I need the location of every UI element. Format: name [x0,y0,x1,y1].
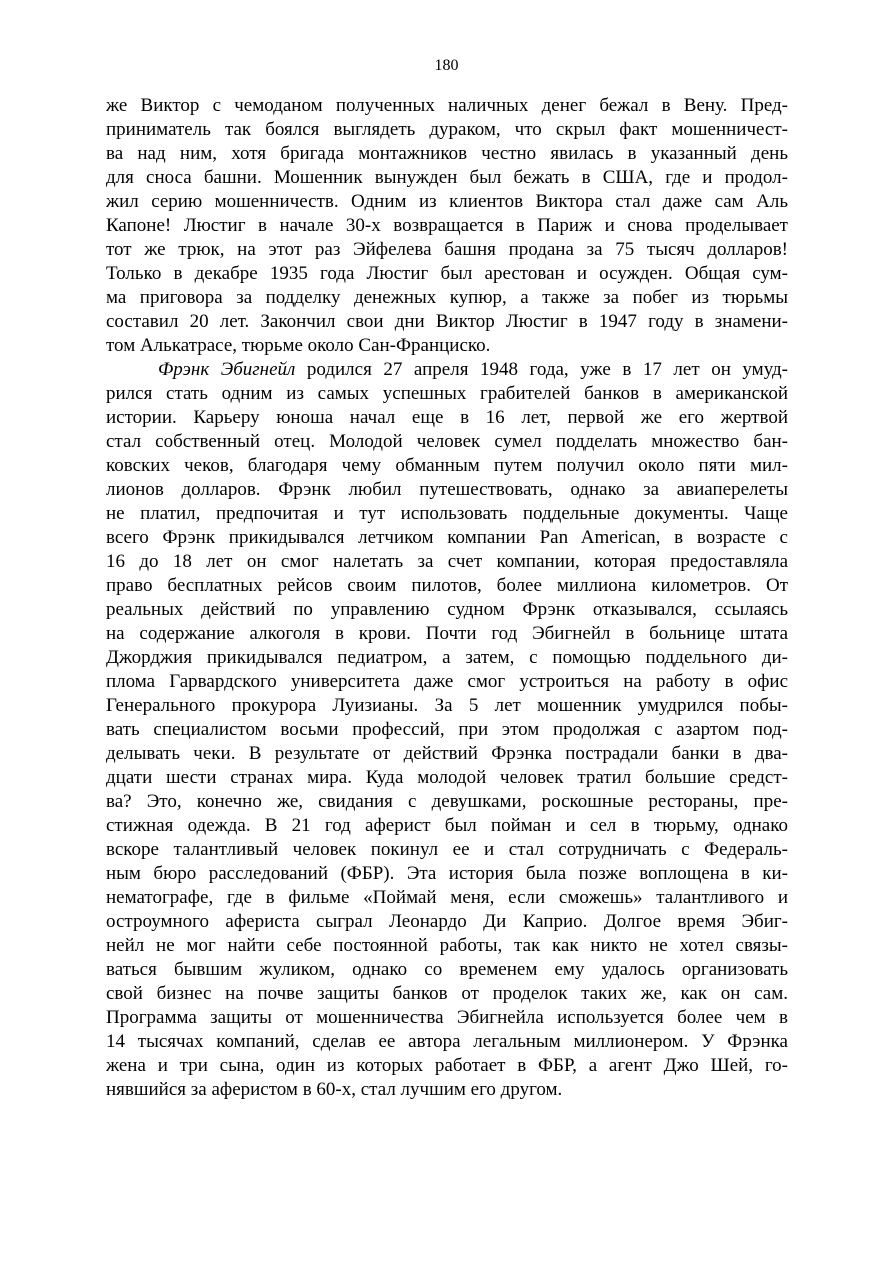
text-line: нематографе, где в фильме «Поймай меня, если сможешь» талантливого и [106,887,788,908]
text-line: стижная одежда. В 21 год аферист был пойман и сел в тюрьму, однако [106,815,788,836]
text-line: Джорджия прикидывался педиатром, а затем, с помощью поддельного ди- [106,647,788,668]
text-line: жена и три сына, один из которых работает в ФБР, а агент Джо Шей, го- [106,1055,788,1076]
text-line: истории. Карьеру юноша начал еще в 16 лет, первой же его жертвой [106,407,788,428]
body-text [106,94,788,1102]
paragraph-abagnale [106,358,788,1102]
text-line: нявшийся за аферистом в 60-х, стал лучшим его другом. [106,1079,563,1100]
text-line: же Виктор с чемоданом полученных наличных денег бежал в Вену. Пред- [106,95,788,116]
text-line: делывать чеки. В результате от действий Фрэнка пострадали банки в два- [106,743,788,764]
text-line: Только в декабре 1935 года Люстиг был арестован и осужден. Общая сум- [106,263,788,284]
text-line: лионов долларов. Фрэнк любил путешествовать, однако за авиаперелеты [106,479,788,500]
paragraph-lustig [106,94,788,358]
text-line: нейл не мог найти себе постоянной работы, так как никто не хотел связы- [106,935,788,956]
text-line: 16 до 18 лет он смог налетать за счет компании, которая предоставляла [106,551,788,572]
text-line: плома Гарвардского университета даже смог устроиться на работу в офис [106,671,788,692]
text-line: на содержание алкоголя в крови. Почти год Эбигнейл в больнице штата [106,623,788,644]
person-name-italic: Фрэнк Эбигнейл [158,359,296,380]
text-line: ным бюро расследований (ФБР). Эта история была позже воплощена в ки- [106,863,788,884]
text-line: вскоре талантливый человек покинул ее и стал сотрудничать с Федераль- [106,839,788,860]
text-line: для сноса башни. Мошенник вынужден был бежать в США, где и продол- [106,167,788,188]
text-line: дцати шести странах мира. Куда молодой человек тратил большие средст- [106,767,788,788]
text-line: ва над ним, хотя бригада монтажников честно явилась в указанный день [106,143,788,164]
text-line: реальных действий по управлению судном Фрэнк отказывался, ссылаясь [106,599,788,620]
text-line: вать специалистом восьми профессий, при этом продолжая с азартом под- [106,719,788,740]
text-line: жил серию мошенничеств. Одним из клиентов Виктора стал даже сам Аль [106,191,788,212]
text-line: всего Фрэнк прикидывался летчиком компании Pan American, в возрасте с [106,527,788,548]
text-line: Программа защиты от мошенничества Эбигнейла используется более чем в [106,1007,788,1028]
first-line-text: родился 27 апреля 1948 года, уже в 17 лет он умуд- [295,359,788,380]
text-line: ковских чеков, благодаря чему обманным путем получил около пяти мил- [106,455,788,476]
text-line: 14 тысячах компаний, сделав ее автора легальным миллионером. У Фрэнка [106,1031,788,1052]
text-line: свой бизнес на почве защиты банков от проделок таких же, как он сам. [106,983,788,1004]
text-line: ва? Это, конечно же, свидания с девушками, роскошные рестораны, пре- [106,791,788,812]
text-line: рился стать одним из самых успешных грабителей банков в американской [106,383,788,404]
text-line: право бесплатных рейсов своим пилотов, более миллиона километров. От [106,575,788,596]
text-line: ма приговора за подделку денежных купюр, а также за побег из тюрьмы [106,287,788,308]
text-line: не платил, предпочитая и тут использовать поддельные документы. Чаще [106,503,788,524]
text-line: приниматель так боялся выглядеть дураком, что скрыл факт мошенничест- [106,119,788,140]
text-line: Капоне! Люстиг в начале 30-х возвращается в Париж и снова проделывает [106,215,788,236]
text-line: тот же трюк, на этот раз Эйфелева башня продана за 75 тысяч долларов! [106,239,788,260]
text-line: остроумного афериста сыграл Леонардо Ди Каприо. Долгое время Эбиг- [106,911,788,932]
text-line: стал собственный отец. Молодой человек сумел подделать множество бан- [106,431,788,452]
text-line: ваться бывшим жуликом, однако со временем ему удалось организовать [106,959,788,980]
text-line: том Алькатрасе, тюрьме около Сан-Франциско. [106,335,491,356]
text-line: Генерального прокурора Луизианы. За 5 лет мошенник умудрился побы- [106,695,788,716]
text-line: составил 20 лет. Закончил свои дни Виктор Люстиг в 1947 году в знамени- [106,311,788,332]
paragraph-first-line [106,358,788,382]
page-number: 180 [434,57,459,74]
